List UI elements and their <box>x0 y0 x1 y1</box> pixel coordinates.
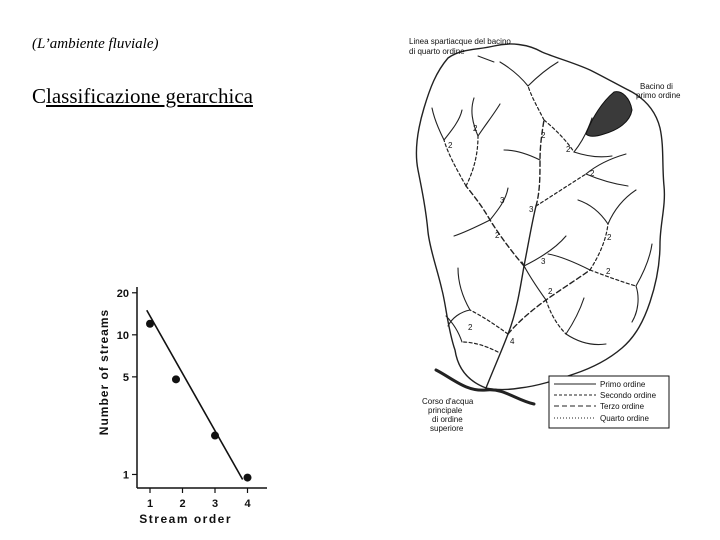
third-order-channel <box>508 270 590 334</box>
order-label: 3 <box>529 205 534 214</box>
divide-label-line-1: Linea spartiacque del bacino <box>409 37 511 46</box>
order-label: 2 <box>448 141 453 150</box>
order-label: 2 <box>541 131 546 140</box>
order-label: 2 <box>495 231 500 240</box>
fourth-order-trunk <box>486 206 536 388</box>
legend-label-first-order: Primo ordine <box>600 380 646 389</box>
main-channel-label-line-2: principale <box>428 406 463 415</box>
y-tick-label: 20 <box>116 287 129 300</box>
y-tick-label: 10 <box>116 329 129 342</box>
x-tick-label: 2 <box>179 498 186 510</box>
order-label: 2 <box>548 287 553 296</box>
legend-label-third-order: Terzo ordine <box>600 402 645 411</box>
y-axis-label: Number of streams <box>97 308 111 436</box>
order-label: 3 <box>541 257 546 266</box>
basin-label-line-1: Bacino di <box>640 82 673 91</box>
y-tick-label: 1 <box>122 469 129 482</box>
order-label: 2 <box>607 233 612 242</box>
title-first-letter: C <box>32 84 47 108</box>
order-label: 3 <box>500 196 505 205</box>
main-channel-label-line-1: Corso d'acqua <box>422 397 474 406</box>
order-label: 2 <box>473 124 478 133</box>
title-rest: lassificazione gerarchica <box>46 84 253 108</box>
main-channel-label-line-3: di ordine <box>432 415 463 424</box>
order-label: 2 <box>566 145 571 154</box>
legend-label-second-order: Secondo ordine <box>600 391 657 400</box>
legend-label-fourth-order: Quarto ordine <box>600 414 649 423</box>
order-label: 2 <box>590 169 595 178</box>
x-tick-label: 4 <box>244 498 251 510</box>
x-axis-label: Stream order <box>139 512 232 526</box>
section-subtitle: (L’ambiente fluviale) <box>32 36 159 52</box>
divide-label-line-2: di quarto ordine <box>409 47 465 56</box>
order-label: 2 <box>606 267 611 276</box>
x-tick-label: 3 <box>211 498 219 510</box>
basin-label-line-2: primo ordine <box>636 91 681 100</box>
map-legend <box>549 376 669 428</box>
divide-label-leader <box>478 56 494 62</box>
x-tick-label: 1 <box>146 498 154 510</box>
main-channel-label-line-4: superiore <box>430 424 464 433</box>
watershed-divide <box>416 44 664 390</box>
third-order-channel <box>466 186 524 266</box>
order-label: 4 <box>510 337 515 346</box>
order-label: 2 <box>468 323 473 332</box>
y-tick-label: 5 <box>122 371 129 384</box>
first-order-basin <box>586 92 632 137</box>
